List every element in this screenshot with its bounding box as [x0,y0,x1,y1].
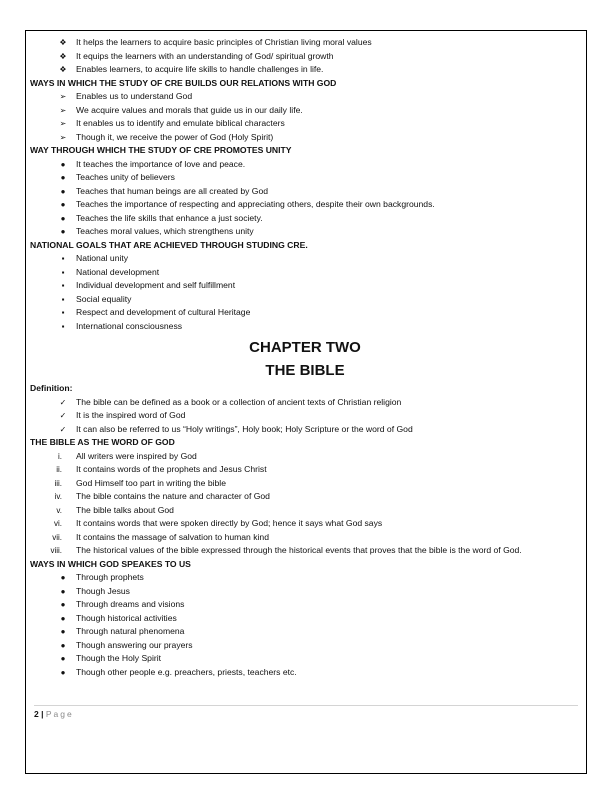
list-item [30,612,580,626]
section-heading-relations: WAYS IN WHICH THE STUDY OF CRE BUILDS OUR RELATIONS WITH GOD [30,77,337,88]
list-item [30,477,580,491]
item-text: Teaches moral values, which strengthens unity [76,226,254,236]
list-item [30,625,580,639]
list-item [30,279,580,293]
list-item [30,598,580,612]
dot-bullet-icon: ● [60,640,66,650]
footer-separator: | [41,709,44,719]
dot-bullet-icon: ● [60,159,66,169]
list-numeral: i. [58,451,62,461]
square-bullet-icon: ▪ [61,321,65,331]
item-text: Though answering our prayers [76,639,193,650]
list-item [30,185,580,199]
item-text: Though the Holy Spirit [76,653,162,663]
page-footer [34,709,74,719]
list-item [30,544,580,558]
item-text: National development [76,266,160,277]
item-text: God Himself too part in writing the bible [76,477,226,488]
section-heading-goals: NATIONAL GOALS THAT ARE ACHIEVED THROUGH STUDING CRE. [30,239,308,250]
square-bullet-icon: ▪ [61,308,65,317]
footer-divider [34,705,578,706]
dot-bullet-icon: ● [60,173,66,182]
chapter-heading [30,336,580,382]
square-bullet-icon: ▪ [61,254,65,263]
list-item [30,666,580,680]
list-item [30,571,580,585]
list-item [30,463,580,477]
item-text: International consciousness [76,320,183,331]
item-text: It equips the learners with an understanding of God/ spiritual growth [76,50,334,61]
item-text: The bible talks about God [76,504,174,515]
section-heading-word-of-god: THE BIBLE AS THE WORD OF GOD [30,437,175,447]
list-item [30,90,580,104]
list-item [30,423,580,437]
square-bullet-icon: ▪ [61,267,65,277]
arrow-bullet-icon: ➢ [59,132,67,142]
list-numeral: viii. [50,546,62,555]
checkmark-bullet-icon: ✓ [59,411,67,420]
word-of-god-list [30,450,580,558]
list-item [30,104,580,118]
list-item [30,212,580,226]
dot-bullet-icon: ● [60,600,66,609]
arrow-bullet-icon: ➢ [59,119,67,128]
item-text: It can also be referred to us “Holy writings”, Holy book; Holy Scripture or the word of God [76,423,413,434]
page-number: 2 [34,709,39,719]
list-item [30,198,580,212]
dot-bullet-icon: ● [60,613,66,623]
list-item [30,50,580,64]
list-item [30,531,580,545]
square-bullet-icon: ▪ [61,294,65,304]
dot-bullet-icon: ● [60,213,66,223]
page-label: Page [45,709,74,719]
item-text: Social equality [76,293,132,304]
dot-bullet-icon: ● [60,573,66,582]
list-numeral: iii. [54,478,62,488]
section-heading-speaks: WAYS IN WHICH GOD SPEAKES TO US [30,558,191,569]
item-text: Enables us to understand God [76,91,193,101]
dot-bullet-icon: ● [60,654,66,663]
dot-bullet-icon: ● [60,627,66,636]
arrow-bullet-icon: ➢ [59,92,67,101]
item-text: It teaches the importance of love and peace. [76,158,246,169]
list-item [30,306,580,320]
list-item [30,225,580,239]
list-item [30,504,580,518]
item-text: Through dreams and visions [76,599,185,609]
list-item [30,639,580,653]
item-text: It contains words that were spoken directly by God; hence it says what God says [76,518,383,528]
unity-list [30,158,580,239]
dot-bullet-icon: ● [60,200,66,209]
item-text: It helps the learners to acquire basic principles of Christian living moral values [76,37,372,47]
list-item [30,266,580,280]
list-item [30,63,580,77]
list-item [30,396,580,410]
item-text: Enables learners, to acquire life skills to handle challenges in life. [76,64,324,74]
item-text: Though historical activities [76,612,177,623]
dot-bullet-icon: ● [60,667,66,677]
item-text: We acquire values and morals that guide us in our daily life. [76,104,303,115]
item-text: It contains words of the prophets and Jesus Christ [76,464,267,474]
list-item [30,490,580,504]
diamond-bullet-icon: ❖ [59,65,67,74]
checkmark-bullet-icon: ✓ [59,397,67,407]
diamond-bullet-icon: ❖ [59,38,67,47]
intro-list [30,36,580,77]
item-text: Though other people e.g. preachers, priests, teachers etc. [76,666,297,677]
checkmark-bullet-icon: ✓ [59,424,67,434]
diamond-bullet-icon: ❖ [59,51,67,61]
definition-list [30,396,580,437]
list-item [30,652,580,666]
item-text: National unity [76,253,129,263]
item-text: The bible can be defined as a book or a collection of ancient texts of Christian religion [76,396,402,407]
list-item [30,320,580,334]
item-text: All writers were inspired by God [76,450,197,461]
chapter-number: CHAPTER TWO [249,339,361,356]
list-item [30,252,580,266]
list-item [30,36,580,50]
list-item [30,117,580,131]
document-body [30,36,580,679]
list-numeral: ii. [56,465,62,474]
definition-heading: Definition: [30,383,73,393]
list-numeral: iv. [54,492,62,501]
dot-bullet-icon: ● [60,186,66,196]
list-numeral: vi. [54,519,62,528]
relations-list [30,90,580,144]
item-text: Teaches unity of believers [76,172,175,182]
item-text: Teaches the importance of respecting and appreciating others, despite their own backgrounds. [76,199,435,209]
square-bullet-icon: ▪ [61,281,65,290]
list-item [30,171,580,185]
chapter-title: THE BIBLE [265,362,345,379]
list-item [30,517,580,531]
item-text: Though it, we receive the power of God (Holy Spirit) [76,131,274,142]
speaks-list [30,571,580,679]
item-text: Through natural phenomena [76,626,185,636]
item-text: It enables us to identify and emulate biblical characters [76,118,285,128]
item-text: It is the inspired word of God [76,410,186,420]
item-text: Though Jesus [76,585,130,596]
list-item [30,293,580,307]
list-item [30,131,580,145]
item-text: Teaches the life skills that enhance a just society. [76,212,263,223]
list-numeral: v. [56,505,62,515]
item-text: Teaches that human beings are all created by God [76,185,269,196]
item-text: The bible contains the nature and character of God [76,491,270,501]
dot-bullet-icon: ● [60,586,66,596]
list-numeral: vii. [52,532,62,542]
dot-bullet-icon: ● [60,227,66,236]
list-item [30,585,580,599]
item-text: The historical values of the bible expressed through the historical events that proves that the bible is the word of God. [76,545,522,555]
list-item [30,158,580,172]
item-text: Respect and development of cultural Heritage [76,307,251,317]
list-item [30,409,580,423]
goals-list [30,252,580,333]
item-text: Through prophets [76,572,144,582]
list-item [30,450,580,464]
item-text: It contains the massage of salvation to human kind [76,531,269,542]
item-text: Individual development and self fulfillment [76,280,236,290]
section-heading-unity: WAY THROUGH WHICH THE STUDY OF CRE PROMOTES UNITY [30,145,292,155]
arrow-bullet-icon: ➢ [59,105,67,115]
